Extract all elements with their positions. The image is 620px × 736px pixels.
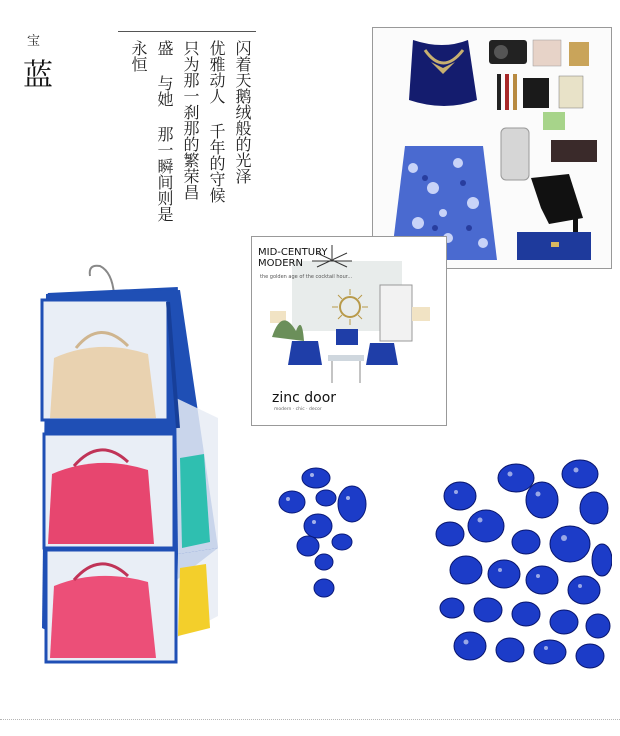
fashion-flatlay-illustration [373,28,611,268]
mid-century-moodboard [251,236,447,426]
moodboard-subtitle: the golden age of the cocktail hour... [260,274,353,280]
poem-col-4: 盛 与她 那一瞬间则是 [155,40,174,222]
handbag-organizer-photo [28,258,228,678]
title-big-char: 蓝 [23,58,54,93]
poem-col-1: 闪着天鹅绒般的光泽 [233,40,252,184]
small-gemstone-cluster [272,466,372,606]
small-gems-illustration [272,466,372,606]
large-gemstone-pile [430,456,612,676]
moodboard-brand-sub: modern · chic · decor [274,407,322,412]
fashion-flatlay-photo [372,27,612,269]
moodboard-illustration [252,237,446,425]
poem-col-5: 永恒 [129,40,148,72]
handbag-organizer-illustration [28,258,228,678]
poem-col-2: 优雅动人 千年的守候 [207,40,226,203]
title-small-char: 宝 [27,34,41,49]
title-divider [118,31,256,32]
moodboard-title-2: MODERN [258,258,303,269]
moodboard-brand: zinc door [272,390,337,406]
bottom-divider [0,719,620,720]
large-gems-illustration [430,456,612,676]
moodboard-title-1: MID-CENTURY [258,247,328,258]
poem-col-3: 只为那一刹那的繁荣昌 [181,40,200,200]
